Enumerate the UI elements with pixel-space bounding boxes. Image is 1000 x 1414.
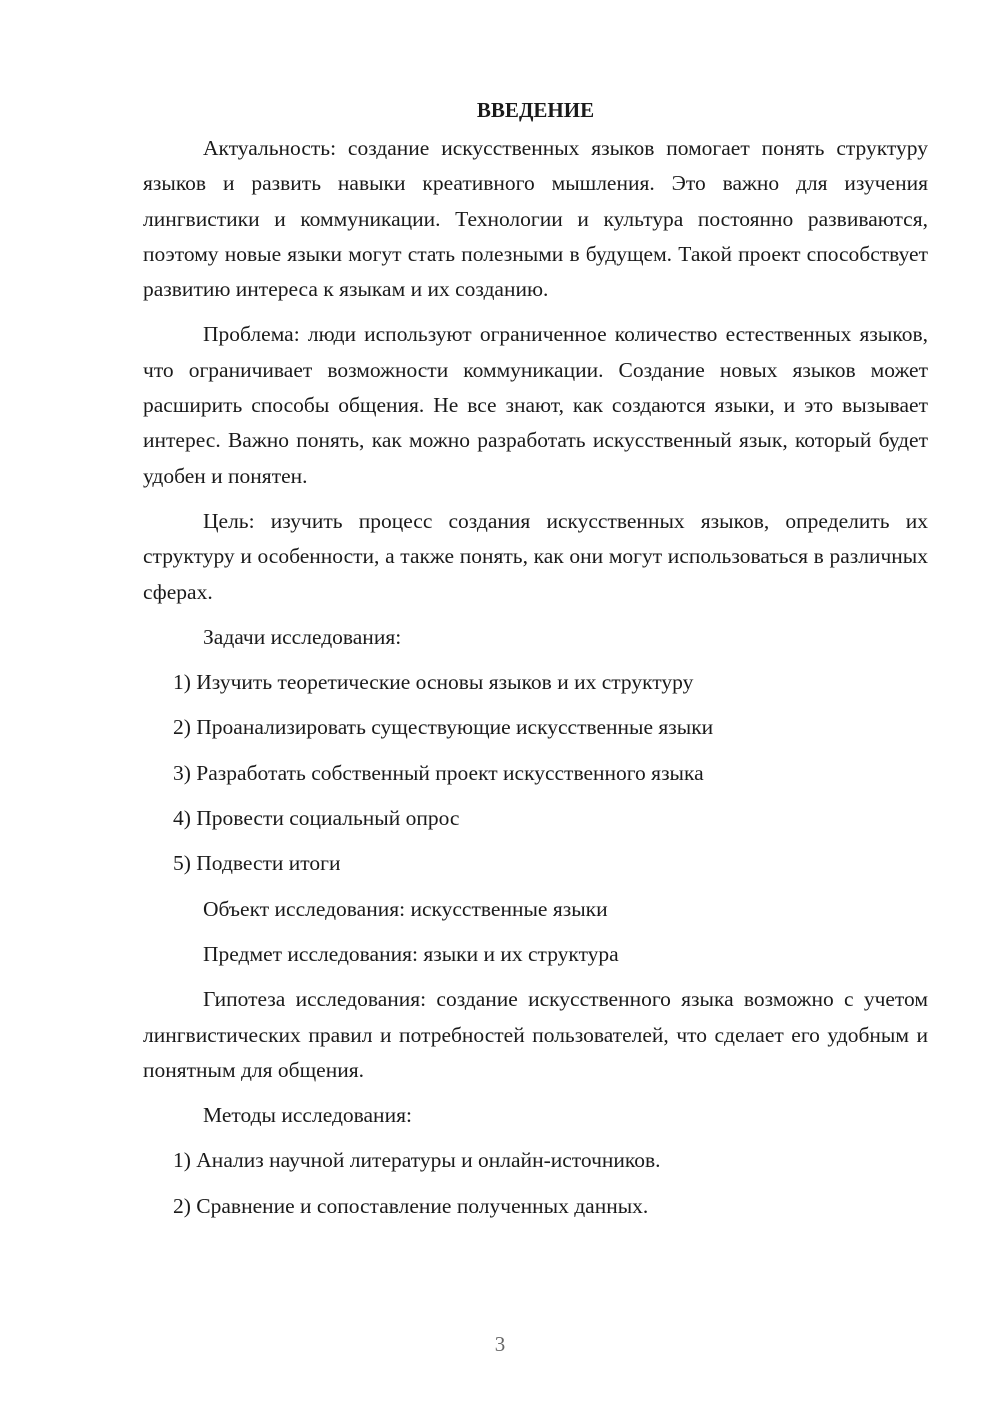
page-number: 3 <box>494 1332 506 1356</box>
goal-paragraph: Цель: изучить процесс создания искусственных языков, определить их структуру и особенности, а также понять, как они могут использоваться в различных сферах. <box>143 508 928 604</box>
tasks-heading: Задачи исследования: <box>203 624 402 649</box>
list-item: 3) Разработать собственный проект искусственного языка <box>173 760 704 785</box>
problem-paragraph: Проблема: люди используют ограниченное количество естественных языков, что ограничивает возможности коммуникации. Создание новых языков может расширить способы общения. Не все знают, как создаются языки, и это вызывает интерес. Важно понять, как можно разработать искусственный язык, который будет удобен и понятен. <box>143 322 928 488</box>
hypothesis-paragraph: Гипотеза исследования: создание искусственного языка возможно с учетом лингвистических правил и потребностей пользователей, что сделает его удобным и понятным для общения. <box>143 987 928 1082</box>
list-item: 1) Анализ научной литературы и онлайн-источников. <box>173 1148 661 1173</box>
object-paragraph: Объект исследования: искусственные языки <box>203 896 608 921</box>
methods-list <box>143 1143 928 1224</box>
list-item: 1) Изучить теоретические основы языков и их структуру <box>173 670 694 695</box>
subject-paragraph: Предмет исследования: языки и их структура <box>203 941 619 966</box>
relevance-paragraph: Актуальность: создание искусственных языков помогает понять структуру языков и развить навыки креативного мышления. Это важно для изучения лингвистики и коммуникации. Технологии и культура постоянно развиваются, поэтому новые языки могут стать полезными в будущем. Такой проект способствует развитию интереса к языкам и их созданию. <box>143 136 928 302</box>
tasks-list <box>143 665 928 881</box>
page-title: ВВЕДЕНИЕ <box>476 98 595 122</box>
list-item: 2) Проанализировать существующие искусственные языки <box>173 715 714 740</box>
methods-heading: Методы исследования: <box>203 1103 412 1128</box>
document-page <box>143 94 928 1234</box>
list-item: 5) Подвести итоги <box>173 851 341 876</box>
list-item: 2) Сравнение и сопоставление полученных данных. <box>173 1193 649 1218</box>
list-item: 4) Провести социальный опрос <box>173 806 460 831</box>
